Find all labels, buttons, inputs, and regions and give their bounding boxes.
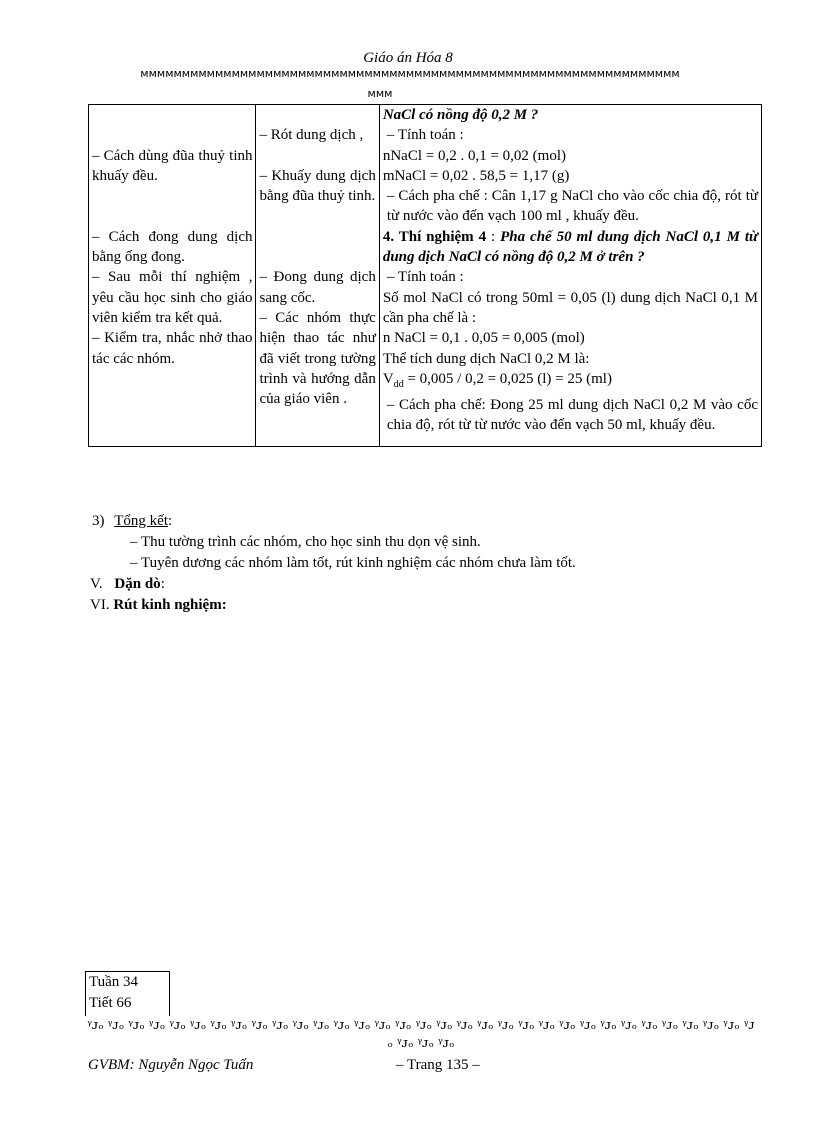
header-ornament-line: ᴍᴍᴍᴍᴍᴍᴍᴍᴍᴍᴍᴍᴍᴍᴍᴍᴍᴍᴍᴍᴍᴍᴍᴍᴍᴍᴍᴍᴍᴍᴍᴍᴍᴍᴍᴍᴍᴍᴍᴍᴍᴍᴍᴍᴍᴍᴍᴍᴍᴍᴍᴍᴍᴍᴍᴍᴍᴍᴍᴍᴍᴍᴍᴍᴍ [140,68,680,80]
summary-colon: : [168,513,173,529]
author-name: GVBM: Nguyễn Ngọc Tuấn [88,1057,254,1073]
week-number: Tuần 34 [89,974,139,990]
summary-heading [90,511,770,532]
experiment-4-label: 4. Thí nghiệm 4 [382,228,487,245]
footer-ornament: ᵞᴊₒ ᵞᴊₒ ᵞᴊₒ ᵞᴊₒ ᵞᴊₒ ᵞᴊₒ ᵞᴊₒ ᵞᴊₒ ᵞᴊₒ ᵞᴊₒ ᵞᴊₒ ᵞᴊₒ ᵞᴊₒ ᵞᴊₒ ᵞᴊₒ ᵞᴊₒ ᵞᴊₒ ᵞᴊₒ ᵞᴊₒ ᵞᴊₒ ᵞᴊₒ ᵞᴊₒ ᵞᴊₒ ᵞᴊₒ ᵞᴊₒ ᵞᴊₒ ᵞᴊₒ ᵞᴊₒ ᵞᴊₒ ᵞᴊₒ ᵞᴊₒ ᵞᴊₒ ᵞᴊₒ ᵞᴊₒ ᵞᴊₒ ᵞᴊₒ [87,1018,755,1051]
volume-value: = 0,005 / 0,2 = 0,025 (l) = 25 (ml) [403,370,612,387]
homework-label: Dặn dò [114,576,161,592]
calc-line: n NaCl = 0,1 . 0,05 = 0,005 (mol) [382,330,585,347]
summary-label: Tổng kết [114,513,168,529]
page-footer [88,1057,768,1074]
calc-line: Thể tích dung dịch NaCl 0,2 M là: [382,350,590,367]
homework-heading [90,574,770,595]
lesson-table [88,104,762,447]
experiment-4-heading [383,227,758,268]
student-activity-cell [256,105,379,447]
teacher-activity-cell [89,105,256,447]
calc-label: – Tính toán : [386,269,464,286]
experience-label: Rút kinh nghiệm: [113,597,227,613]
question-end: NaCl có nồng độ 0,2 M ? [382,107,539,123]
experiment-4-colon: : [486,228,501,245]
student-activity-item: – Các nhóm thực hiện thao tác như đã viết trong tường trình và hướng dẫn của giáo viên . [259,309,376,408]
summary-number: 3) [92,513,109,529]
summary-item: – Thu tường trình các nhóm, cho học sinh thu dọn vệ sinh. [130,534,481,550]
calc-line: Số mol NaCl có trong 50ml = 0,05 (l) dung dịch NaCl 0,1 M cần pha chế là : [382,289,758,326]
experience-number: VI. [90,597,114,613]
homework-number: V. [90,576,107,592]
student-activity-item: – Đong dung dịch sang cốc. [259,269,376,306]
volume-symbol: V [382,370,394,387]
summary-item: – Tuyên dương các nhóm làm tốt, rút kinh nghiệm các nhóm chưa làm tốt. [130,555,576,571]
method-text: – Cách pha chế: Đong 25 ml dung dịch NaCl 0,2 M vào cốc chia độ, rót từ từ nước vào đến vạch 50 ml, khuấy đều. [386,397,758,434]
content-cell [379,105,761,447]
lesson-number: Tiết 66 [89,995,132,1011]
teacher-activity-item: – Cách đong dung dịch bằng ống đong. [92,228,253,266]
teacher-activity-item: – Cách dùng đũa thuỷ tinh khuấy đều. [92,147,253,184]
teacher-activity-item: – Sau mỗi thí nghiệm , yêu cầu học sinh cho giáo viên kiểm tra kết quả. [92,269,253,326]
summary-section [90,511,770,616]
experiment-4-title: Pha chế 50 ml dung dịch NaCl 0,1 M từ dung dịch NaCl có nồng độ 0,2 M ở trên ? [382,228,758,266]
calc-line: nNaCl = 0,2 . 0,1 = 0,02 (mol) [382,147,567,164]
student-activity-item: – Khuấy dung dịch bằng đũa thuỷ tinh. [259,167,376,205]
method-text: – Cách pha chế : Cân 1,17 g NaCl cho vào cốc chia độ, rót từ từ nước vào đến vạch 100 ml , khuấy đều. [386,188,758,225]
homework-colon: : [160,576,165,592]
table-row [89,105,762,447]
calc-line: mNaCl = 0,02 . 58,5 = 1,17 (g) [382,167,570,184]
calc-label: – Tính toán : [386,127,464,144]
header-ornament-line-2: ᴍᴍᴍ [367,88,393,100]
volume-subscript: dd [393,378,404,390]
week-box [85,971,170,1016]
page-number: – Trang 135 – [396,1057,480,1073]
experience-heading [90,595,770,616]
calc-line [383,369,758,395]
teacher-activity-item: – Kiểm tra, nhắc nhở thao tác các nhóm. [92,330,253,367]
student-activity-item: – Rót dung dịch , [259,127,364,144]
page-header-title: Giáo án Hóa 8 [363,50,453,66]
